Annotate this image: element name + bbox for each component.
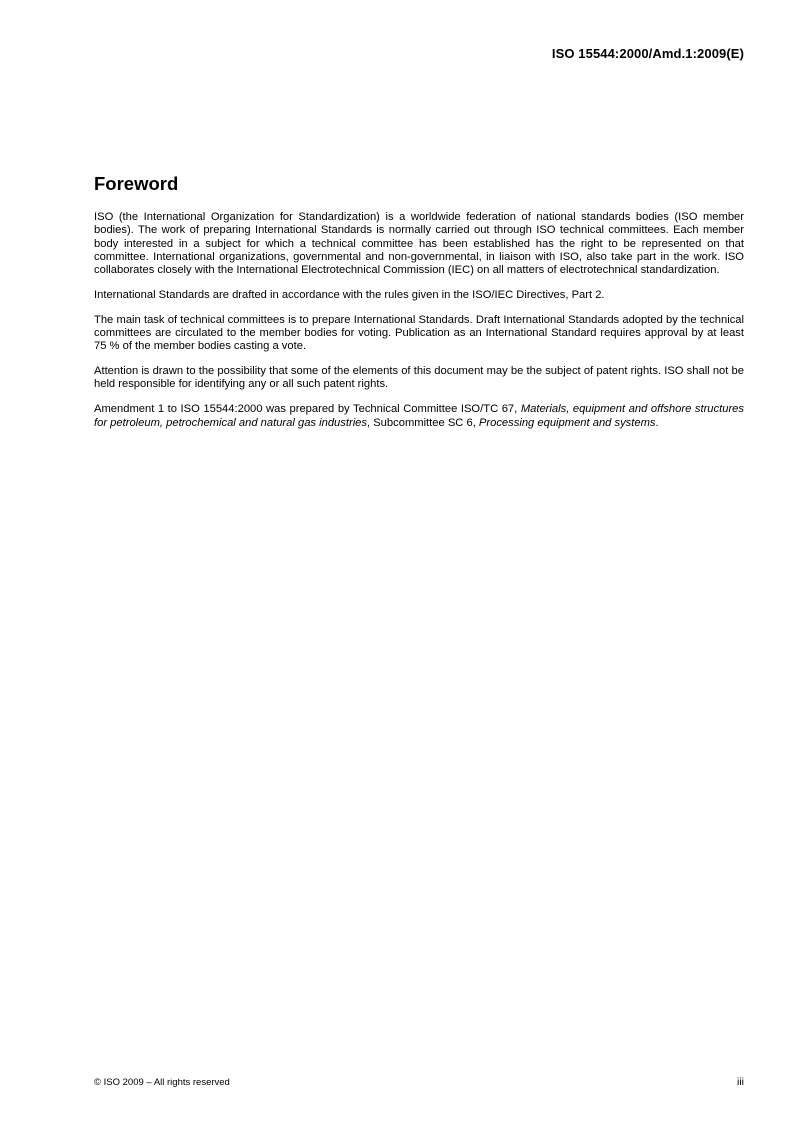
paragraph-patent-rights: Attention is drawn to the possibility that some of the elements of this document may be the subject of patent rights. ISO shall not be held responsible for identifying any or all such patent rights. bbox=[94, 365, 744, 391]
document-identifier: ISO 15544:2000/Amd.1:2009(E) bbox=[551, 46, 744, 61]
paragraph-amendment bbox=[94, 403, 744, 430]
subcommittee-title: Processing equipment and systems bbox=[478, 416, 656, 429]
amendment-prefix: Amendment 1 to ISO 15544:2000 was prepared by Technical Committee ISO/TC 67, bbox=[94, 403, 521, 416]
paragraph-iso-federation: ISO (the International Organization for Standardization) is a worldwide federation of national standards bodies (ISO member bodies). The work of preparing International Standards is normally carried out through ISO technical committees. Each member body interested in a subject for which a technical committee has been established has the right to be represented on that committee. International organizations, governmental and non-governmental, in liaison with ISO, also take part in the work. ISO collaborates closely with the International Electrotechnical Commission (IEC) on all matters of electrotechnical standardization. bbox=[94, 211, 744, 277]
amendment-suffix: . bbox=[655, 416, 659, 429]
amendment-middle: , Subcommittee SC 6, bbox=[367, 416, 479, 429]
committee-title: Materials, equipment and offshore structures for petroleum, petrochemical and natural gas industries bbox=[94, 403, 744, 429]
page-number: iii bbox=[737, 1076, 744, 1088]
copyright-notice: © ISO 2009 – All rights reserved bbox=[94, 1077, 230, 1088]
paragraph-technical-committees: The main task of technical committees is to prepare International Standards. Draft International Standards adopted by the technical committees are circulated to the member bodies for voting. Publication as an International Standard requires approval by at least 75 % of the member bodies casting a vote. bbox=[94, 313, 744, 353]
page-title: Foreword bbox=[94, 173, 179, 194]
foreword-section bbox=[94, 173, 744, 441]
paragraph-directives: International Standards are drafted in accordance with the rules given in the ISO/IEC Directives, Part 2. bbox=[94, 288, 605, 301]
